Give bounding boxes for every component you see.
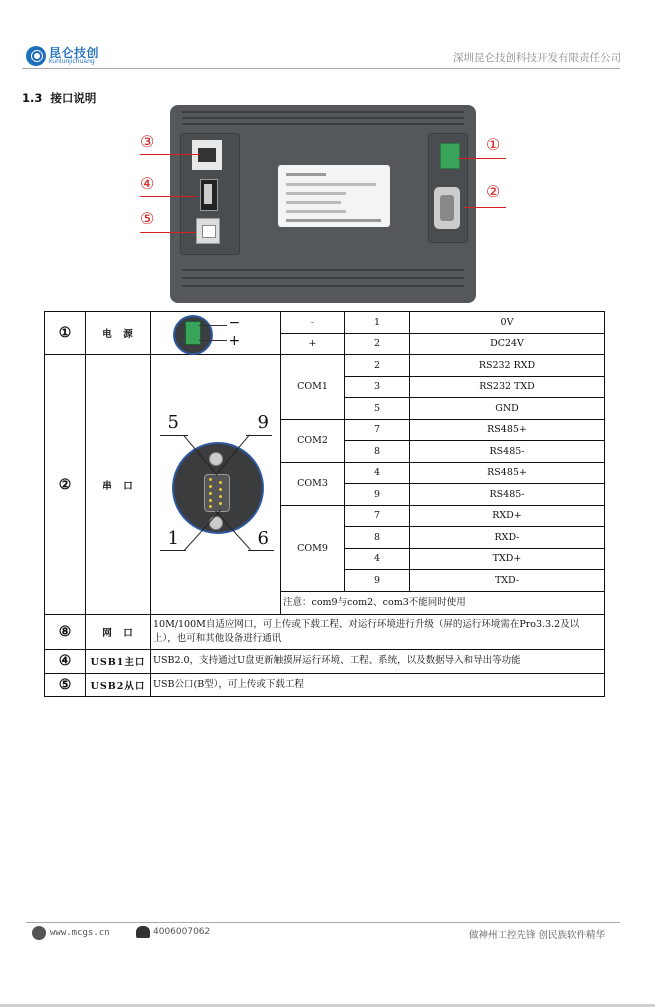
- pin-label-9: 9: [257, 412, 269, 433]
- port-cell-com9: COM9: [281, 505, 345, 591]
- desc-cell: TXD-: [410, 570, 605, 592]
- signal-cell: -: [281, 312, 345, 334]
- logo-swirl-icon: [26, 46, 46, 66]
- pin-cell: 1: [345, 312, 410, 334]
- vent-slot: [182, 285, 464, 287]
- desc-cell: GND: [410, 398, 605, 420]
- port-cell-com1: COM1: [281, 355, 345, 420]
- callout-line: [140, 196, 196, 197]
- header-divider: [22, 68, 620, 69]
- vent-slot: [182, 123, 464, 125]
- minus-sign: −: [228, 314, 241, 331]
- table-row-usb2: [45, 673, 605, 697]
- desc-cell: RS232 TXD: [410, 376, 605, 398]
- logo-english-text: kunlunjichuang: [49, 58, 95, 65]
- website-link[interactable]: www.mcgs.cn: [50, 928, 110, 938]
- network-index: ⑧: [45, 615, 86, 650]
- table-row-network: [45, 615, 605, 650]
- desc-cell: RS232 RXD: [410, 355, 605, 377]
- section-heading: [22, 90, 96, 106]
- pin-label-1: 1: [167, 528, 179, 549]
- port-cell-com3: COM3: [281, 462, 345, 505]
- pin-cell: 3: [345, 376, 410, 398]
- callout-lan: ③: [140, 132, 155, 151]
- usb1-index: ④: [45, 650, 86, 674]
- phone-number: 4006007062: [153, 927, 211, 937]
- desc-cell: RXD-: [410, 527, 605, 549]
- desc-cell: RS485+: [410, 419, 605, 441]
- callout-power: ①: [486, 135, 501, 154]
- ethernet-port-icon: [192, 140, 222, 170]
- vent-slot: [182, 269, 464, 271]
- company-name: 深圳昆仑技创科技开发有限责任公司: [453, 52, 621, 64]
- globe-icon: [32, 926, 46, 940]
- table-row-power-1: [45, 312, 605, 334]
- usb1-desc: USB2.0，支持通过U盘更新触摸屏运行环境、工程、系统，以及数据导入和导出等功能: [151, 650, 605, 674]
- port-cell-com2: COM2: [281, 419, 345, 462]
- usb2-name: USB2从口: [86, 673, 151, 697]
- footer-divider: [26, 922, 620, 923]
- pin-cell: 4: [345, 462, 410, 484]
- usb-b-port-icon: [196, 218, 220, 244]
- callout-serial: ②: [486, 182, 501, 201]
- phone-icon: [136, 926, 150, 938]
- callout-line: [458, 158, 506, 159]
- desc-cell: TXD+: [410, 548, 605, 570]
- callout-usb1: ④: [140, 174, 155, 193]
- pin-cell: 7: [345, 419, 410, 441]
- network-name: 网 口: [86, 615, 151, 650]
- callout-line: [140, 232, 196, 233]
- db9-port-icon: [434, 187, 460, 229]
- table-row-com1-1: [45, 355, 605, 377]
- section-number: 1.3: [22, 91, 43, 105]
- pin-cell: 8: [345, 441, 410, 463]
- device-rear-photo: [170, 105, 476, 303]
- pin-cell: 8: [345, 527, 410, 549]
- desc-cell: 0V: [410, 312, 605, 334]
- usb2-desc: USB公口(B型），可上传或下载工程: [151, 673, 605, 697]
- pin-label-5: 5: [167, 412, 179, 433]
- power-index: ①: [45, 312, 86, 355]
- callout-line: [140, 154, 200, 155]
- pin-cell: 5: [345, 398, 410, 420]
- interface-spec-table: [44, 311, 605, 697]
- desc-cell: RS485+: [410, 462, 605, 484]
- pin-cell: 4: [345, 548, 410, 570]
- desc-cell: RS485-: [410, 484, 605, 506]
- footer-website: [32, 926, 110, 940]
- usb1-name: USB1主口: [86, 650, 151, 674]
- plus-sign: +: [228, 332, 241, 349]
- signal-cell: +: [281, 333, 345, 355]
- pin-cell: 7: [345, 505, 410, 527]
- pin-cell: 9: [345, 570, 410, 592]
- vent-slot: [182, 117, 464, 119]
- pin-cell: 2: [345, 355, 410, 377]
- desc-cell: RS485-: [410, 441, 605, 463]
- usb-a-port-icon: [200, 179, 218, 211]
- desc-cell: RXD+: [410, 505, 605, 527]
- logo-chinese-text: 昆仑技创: [49, 46, 100, 60]
- section-title: 接口说明: [50, 91, 97, 105]
- pin-label-6: 6: [257, 528, 269, 549]
- company-logo: [26, 44, 126, 68]
- serial-note: 注意：com9与com2、com3不能同时使用: [281, 591, 605, 615]
- vent-slot: [182, 277, 464, 279]
- screw-icon: [209, 452, 223, 466]
- serial-index: ②: [45, 355, 86, 615]
- serial-name: 串 口: [86, 355, 151, 615]
- pin-cell: 2: [345, 333, 410, 355]
- db9-pinout-image: [151, 355, 281, 615]
- power-terminal-icon: [440, 143, 460, 169]
- footer-slogan: 做神州工控先锋 创民族软件精华: [468, 930, 605, 941]
- power-name: 电 源: [86, 312, 151, 355]
- usb2-index: ⑤: [45, 673, 86, 697]
- desc-cell: DC24V: [410, 333, 605, 355]
- power-connector-image: [151, 312, 281, 355]
- vent-slot: [182, 111, 464, 113]
- network-desc: 10M/100M自适应网口，可上传或下载工程、对运行环境进行升级（屏的运行环境需在Pro3.3.2及以上），也可和其他设备进行通讯: [151, 615, 605, 650]
- footer-phone: [136, 926, 210, 938]
- callout-line: [464, 207, 506, 208]
- pin-cell: 9: [345, 484, 410, 506]
- product-label: [278, 165, 390, 227]
- callout-usb2: ⑤: [140, 209, 155, 228]
- table-row-usb1: [45, 650, 605, 674]
